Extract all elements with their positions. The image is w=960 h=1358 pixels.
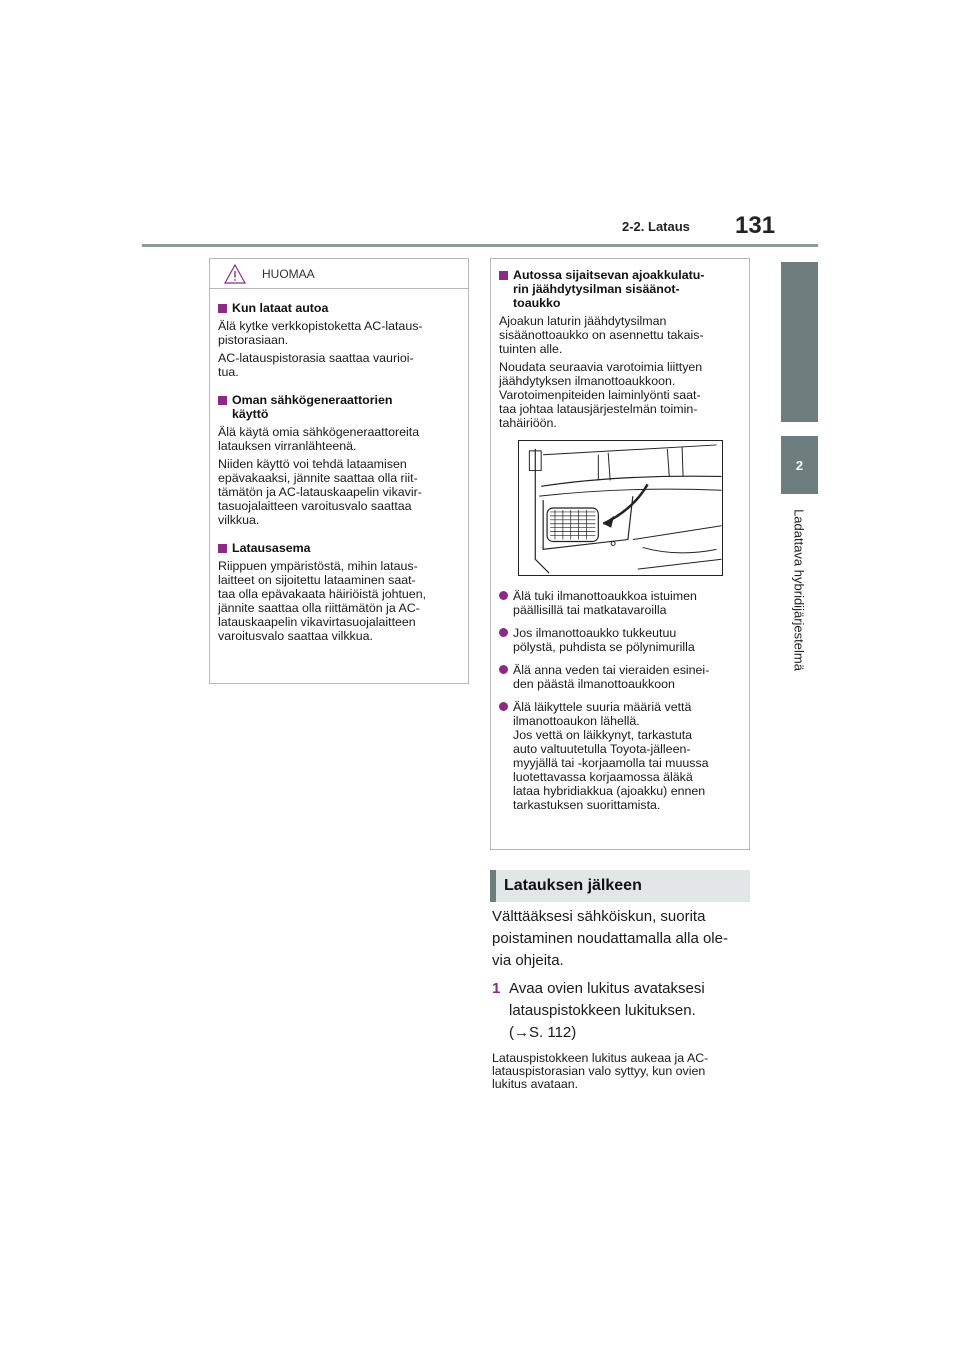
notice-box-header xyxy=(210,259,468,289)
notice-section-title: Latausasema xyxy=(218,541,460,555)
air-intake-illustration xyxy=(518,440,723,576)
intro-text: Välttääksesi sähköiskun, suorita poistaminen noudattamalla alla ole- via ohjeita. xyxy=(492,908,728,969)
section-title: 2-2. Lataus xyxy=(622,219,690,234)
section-heading-band: Latauksen jälkeen xyxy=(490,870,750,902)
intake-paragraph: Ajoakun laturin jäähdytysilman sisäänottoaukko on asennettu takais- tuinten alle. xyxy=(499,314,704,356)
intake-paragraph: Noudata seuraavia varotoimia liittyen jäähdytyksen ilmanottoaukkoon. Varotoimenpiteiden laiminlyönti saat- taa johtaa latausjärjestelmän toimin- tahäiriöön. xyxy=(499,360,703,430)
warning-triangle-icon xyxy=(224,264,246,284)
step-1 xyxy=(492,978,754,1044)
notice-paragraph: Niiden käyttö voi tehdä lataamisen epävakaaksi, jännite saattaa olla riit- tämätön ja AC-latauskaapelin vikavir- tasuojalaitteen varoitusvalo saattaa vilkkua. xyxy=(218,457,422,527)
header-rule xyxy=(142,244,818,247)
bullet-item: Älä läikyttele suuria määriä vettä ilmanottoaukon lähellä. Jos vettä on läikkynyt, tarkastuta auto valtuutetulla Toyota-jälleen- myyjällä tai -korjaamolla tai muussa luotettavassa korjaamossa äläkä lataa hybridiakkua (ajoakku) ennen tarkastuksen suorittamista. xyxy=(499,700,741,812)
after-section-body xyxy=(492,906,754,1091)
intake-title: Autossa sijaitsevan ajoakkulatu- rin jäähdytysilman sisäänot- toaukko xyxy=(499,268,741,310)
bullet-dot-icon xyxy=(499,628,508,637)
bullet-dot-icon xyxy=(499,591,508,600)
step-text: Avaa ovien lukitus avataksesi latauspistokkeen lukituksen. (→S. 112) xyxy=(509,978,705,1044)
notice-section-title: Oman sähkögeneraattorien käyttö xyxy=(218,393,460,421)
notice-paragraph: Älä käytä omia sähkögeneraattoreita latauksen virranlähteenä. xyxy=(218,425,420,453)
notice-paragraph: AC-latauspistorasia saattaa vaurioi- tua. xyxy=(218,351,414,379)
bullet-dot-icon xyxy=(499,665,508,674)
step-note: Latauspistokkeen lukitus aukeaa ja AC- latauspistorasian valo syttyy, kun ovien lukitus avataan. xyxy=(492,1051,709,1091)
page-reference-link[interactable]: (→S. 112) xyxy=(509,1024,577,1041)
square-marker-icon xyxy=(499,271,508,280)
bullet-list xyxy=(499,589,741,812)
bullet-item: Älä tuki ilmanottoaukkoa istuimen päällisillä tai matkatavaroilla xyxy=(499,589,741,617)
notice-section-title: Kun lataat autoa xyxy=(218,301,460,315)
square-marker-icon xyxy=(218,544,227,553)
square-marker-icon xyxy=(218,396,227,405)
intake-box xyxy=(490,258,750,850)
chapter-label: Ladattava hybridijärjestelmä xyxy=(791,509,807,671)
side-tab-bar xyxy=(781,262,818,422)
notice-body xyxy=(210,289,468,643)
chapter-tab: 2 xyxy=(781,436,818,494)
page-number: 131 xyxy=(735,212,776,239)
step-number: 1 xyxy=(492,980,501,997)
square-marker-icon xyxy=(218,304,227,313)
notice-heading: HUOMAA xyxy=(262,266,315,281)
bullet-item: Älä anna veden tai vieraiden esinei- den päästä ilmanottoaukkoon xyxy=(499,663,741,691)
notice-paragraph: Älä kytke verkkopistoketta AC-lataus- pistorasiaan. xyxy=(218,319,423,347)
notice-box xyxy=(209,258,469,684)
bullet-item: Jos ilmanottoaukko tukkeutuu pölystä, puhdista se pölynimurilla xyxy=(499,626,741,654)
notice-paragraph: Riippuen ympäristöstä, mihin lataus- laitteet on sijoitettu lataaminen saat- taa olla epävakaata häiriöistä johtuen, jännite saattaa olla riittämätön ja AC- latauskaapelin vikavirtasuojalaitteen varoitusvalo saattaa vilkkua. xyxy=(218,559,427,643)
bullet-dot-icon xyxy=(499,702,508,711)
